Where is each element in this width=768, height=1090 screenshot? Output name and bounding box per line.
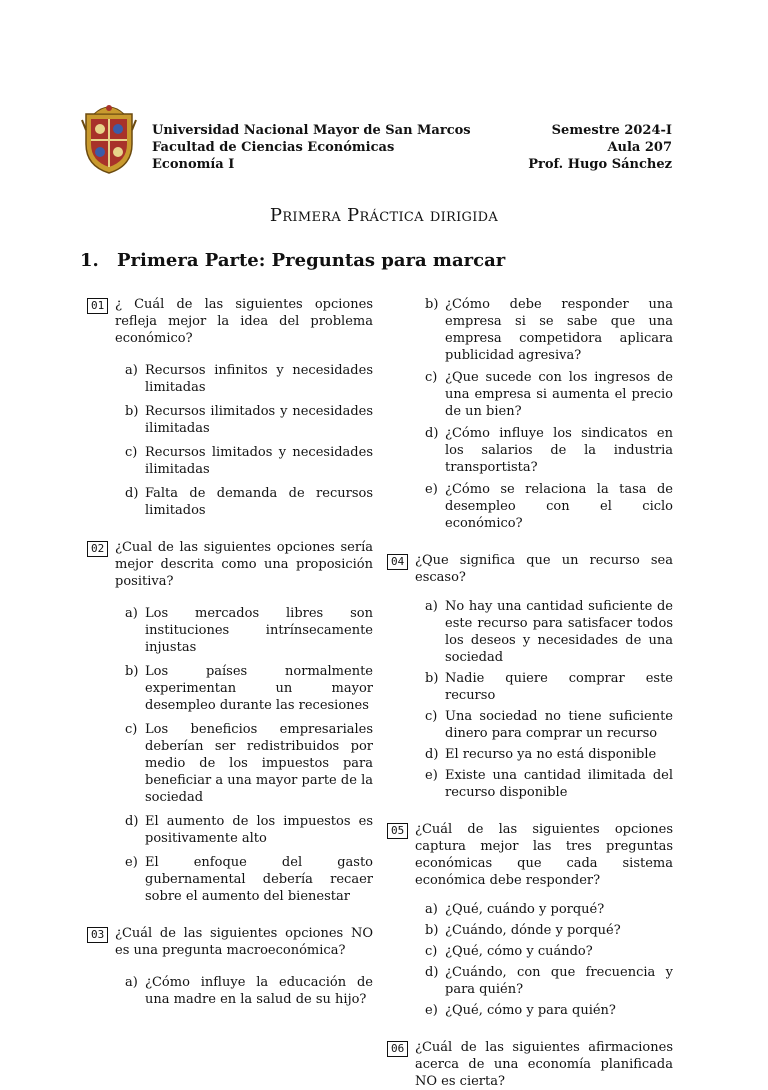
option-item [87,403,373,437]
option-label: c) [425,709,438,724]
option-label: d) [125,814,139,829]
option-item [387,767,673,801]
option-text: ¿Que sucede con los ingresos de una empresa si aumenta el precio de un bien? [445,370,673,419]
question-block [387,552,673,801]
question-stem [87,925,373,959]
option-text: El recurso ya no está disponible [445,747,657,762]
option-item [87,444,373,478]
option-label: a) [125,363,138,378]
question-number-badge: 02 [87,541,108,557]
option-item [387,481,673,532]
option-text: No hay una cantidad suficiente de este recurso para satisfacer todos los deseos y necesidades de una sociedad [445,599,673,665]
question-text: ¿Cuál de las siguientes opciones captura mejor las tres preguntas económicas que cada sistema económica debe responder? [415,822,673,888]
option-label: d) [125,486,139,501]
option-label: e) [425,482,438,497]
option-item [87,605,373,656]
document-header [80,100,672,180]
option-item [387,964,673,998]
question-stem [87,296,373,347]
question-number-badge: 06 [387,1041,408,1057]
question-block [387,821,673,1019]
option-item [387,369,673,420]
option-item [87,485,373,519]
question-number-badge: 01 [87,298,108,314]
option-item [87,854,373,905]
option-item [387,922,673,939]
question-stem [387,821,673,889]
option-label: e) [125,855,138,870]
option-label: b) [125,664,139,679]
option-label: b) [425,671,439,686]
option-label: c) [425,370,438,385]
section-title: Primera Parte: Preguntas para marcar [117,250,506,271]
option-text: El aumento de los impuestos es positivamente alto [145,814,373,846]
option-text: El enfoque del gasto gubernamental debería recaer sobre el aumento del bienestar [145,855,373,904]
option-text: Existe una cantidad ilimitada del recurso disponible [445,768,673,800]
option-label: b) [425,923,439,938]
option-text: ¿Cómo influye la educación de una madre en la salud de su hijo? [145,975,373,1007]
option-text: Recursos limitados y necesidades ilimitadas [145,445,373,477]
option-item [87,663,373,714]
option-text: ¿Cuándo, con que frecuencia y para quién? [445,965,673,997]
option-label: a) [425,902,438,917]
option-label: b) [425,297,439,312]
option-label: c) [425,944,438,959]
option-label: a) [425,599,438,614]
question-stem [387,1039,673,1090]
section-number: 1. [80,250,99,271]
professor: Prof. Hugo Sánchez [528,157,672,172]
section-heading [80,250,505,271]
option-text: Los mercados libres son instituciones intrínsecamente injustas [145,606,373,655]
option-item [387,296,673,364]
option-item [387,670,673,704]
option-label: d) [425,426,439,441]
question-text: ¿Cuál de las siguientes opciones NO es una pregunta macroeconómica? [115,926,373,958]
question-block [87,296,373,519]
university-crest-icon [80,100,138,174]
right-column [387,296,673,1090]
option-label: d) [425,965,439,980]
option-text: ¿Qué, cómo y cuándo? [445,944,593,959]
option-label: c) [125,722,138,737]
question-block [87,925,373,1008]
document-title: Primera Práctica dirigida [269,205,499,226]
option-label: c) [125,445,138,460]
question-stem [87,539,373,590]
option-text: ¿Cómo influye los sindicatos en los salarios de la industria transportista? [445,426,673,475]
option-item [87,721,373,806]
option-text: ¿Qué, cómo y para quién? [445,1003,616,1018]
option-text: Los beneficios empresariales deberían ser redistribuidos por medio de los impuestos para beneficiar a una mayor parte de la sociedad [145,722,373,805]
option-label: b) [125,404,139,419]
option-text: Una sociedad no tiene suficiente dinero para comprar un recurso [445,709,673,741]
option-item [87,974,373,1008]
option-text: Falta de demanda de recursos limitados [145,486,373,518]
course-name: Economía I [152,157,235,172]
university-name: Universidad Nacional Mayor de San Marcos [152,123,471,138]
option-item [387,746,673,763]
option-text: ¿Qué, cuándo y porqué? [445,902,605,917]
option-item [387,901,673,918]
question-block [387,1039,673,1090]
question-text: ¿Que significa que un recurso sea escaso? [415,553,673,585]
option-label: e) [425,1003,438,1018]
option-item [387,598,673,666]
question-block [87,539,373,905]
question-text: ¿Cuál de las siguientes afirmaciones acerca de una economía planificada NO es cierta? [415,1040,673,1089]
option-item [387,708,673,742]
option-item [87,813,373,847]
option-label: e) [425,768,438,783]
option-text: ¿Cómo debe responder una empresa si se sabe que una empresa competidora aplicara publicidad agresiva? [445,297,673,363]
option-item [387,943,673,960]
option-label: d) [425,747,439,762]
question-number-badge: 04 [387,554,408,570]
option-item [87,362,373,396]
option-text: ¿Cómo se relaciona la tasa de desempleo con el ciclo económico? [445,482,673,531]
semester: Semestre 2024-I [551,123,672,138]
option-text: Recursos ilimitados y necesidades ilimitadas [145,404,373,436]
left-column [87,296,373,1008]
question-text: ¿ Cuál de las siguientes opciones refleja mejor la idea del problema económico? [115,297,373,346]
question-stem [387,552,673,586]
question-number-badge: 05 [387,823,408,839]
option-label: a) [125,606,138,621]
question-number-badge: 03 [87,927,108,943]
option-text: Recursos infinitos y necesidades limitadas [145,363,373,395]
option-text: Los países normalmente experimentan un mayor desempleo durante las recesiones [145,664,373,713]
option-text: ¿Cuándo, dónde y porqué? [445,923,621,938]
option-text: Nadie quiere comprar este recurso [445,671,673,703]
option-label: a) [125,975,138,990]
room: Aula 207 [607,140,672,155]
faculty-name: Facultad de Ciencias Económicas [152,140,395,155]
option-item [387,425,673,476]
question-text: ¿Cual de las siguientes opciones sería mejor descrita como una proposición positiva? [115,540,373,589]
option-item [387,1002,673,1019]
